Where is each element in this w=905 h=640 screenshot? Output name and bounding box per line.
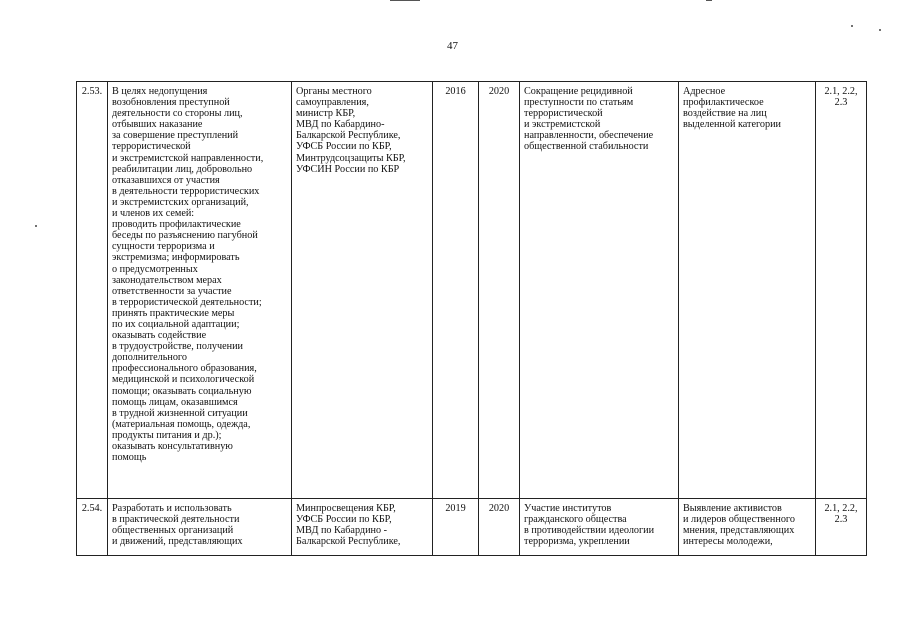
end-year-cell: 2020: [479, 499, 520, 556]
end-year-cell: 2020: [479, 82, 520, 499]
measures-table: [76, 81, 867, 556]
activity-cell: Разработать и использовать в практической деятельности общественных организаций и движений, представляющих: [108, 499, 292, 556]
scan-speck: [35, 225, 37, 227]
result-cell: Сокращение рецидивной преступности по статьям террористической и экстремистской направленности, обеспечение общественной стабильности: [520, 82, 679, 499]
row-number: 2.54.: [77, 499, 108, 556]
reference-cell: 2.1, 2.2, 2.3: [816, 499, 867, 556]
top-edge-mark: [390, 0, 420, 1]
top-edge-mark: [706, 0, 712, 1]
start-year-cell: 2016: [433, 82, 479, 499]
reference-cell: 2.1, 2.2, 2.3: [816, 82, 867, 499]
scan-speck: [879, 29, 881, 31]
result-cell: Участие институтов гражданского общества в противодействии идеологии терроризма, укреплении: [520, 499, 679, 556]
activity-cell: В целях недопущения возобновления преступной деятельности со стороны лиц, отбывших наказание за совершение преступлений террористической и экстремистской направленности, реабилитации лиц, добровольно отказавшихся от участия в деятельности террористических и экстремистских организаций, и членов их семей: проводить профилактические беседы по разъяснению пагубной сущности терроризма и экстремизма; информировать о предусмотренных законодательством мерах ответственности за участие в террористической деятельности; принять практические меры по их социальной адаптации; оказывать содействие в трудоустройстве, получении дополнительного профессионального образования, медицинской и психологической помощи; оказывать социальную помощь лицам, оказавшимся в трудной жизненной ситуации (материальная помощь, одежда, продукты питания и др.); оказывать консультативную помощь: [108, 82, 292, 499]
executors-cell: Органы местного самоуправления, министр КБР, МВД по Кабардино- Балкарской Республике, УФСБ России по КБР, Минтрудсоцзащиты КБР, УФСИН России по КБР: [292, 82, 433, 499]
table-row: [77, 499, 867, 556]
page-number: 47: [447, 40, 458, 52]
target-cell: Выявление активистов и лидеров общественного мнения, представляющих интересы молодежи,: [679, 499, 816, 556]
start-year-cell: 2019: [433, 499, 479, 556]
scan-speck: [851, 25, 853, 27]
target-cell: Адресное профилактическое воздействие на лиц выделенной категории: [679, 82, 816, 499]
executors-cell: Минпросвещения КБР, УФСБ России по КБР, МВД по Кабардино - Балкарской Республике,: [292, 499, 433, 556]
row-number: 2.53.: [77, 82, 108, 499]
table-row: [77, 82, 867, 499]
